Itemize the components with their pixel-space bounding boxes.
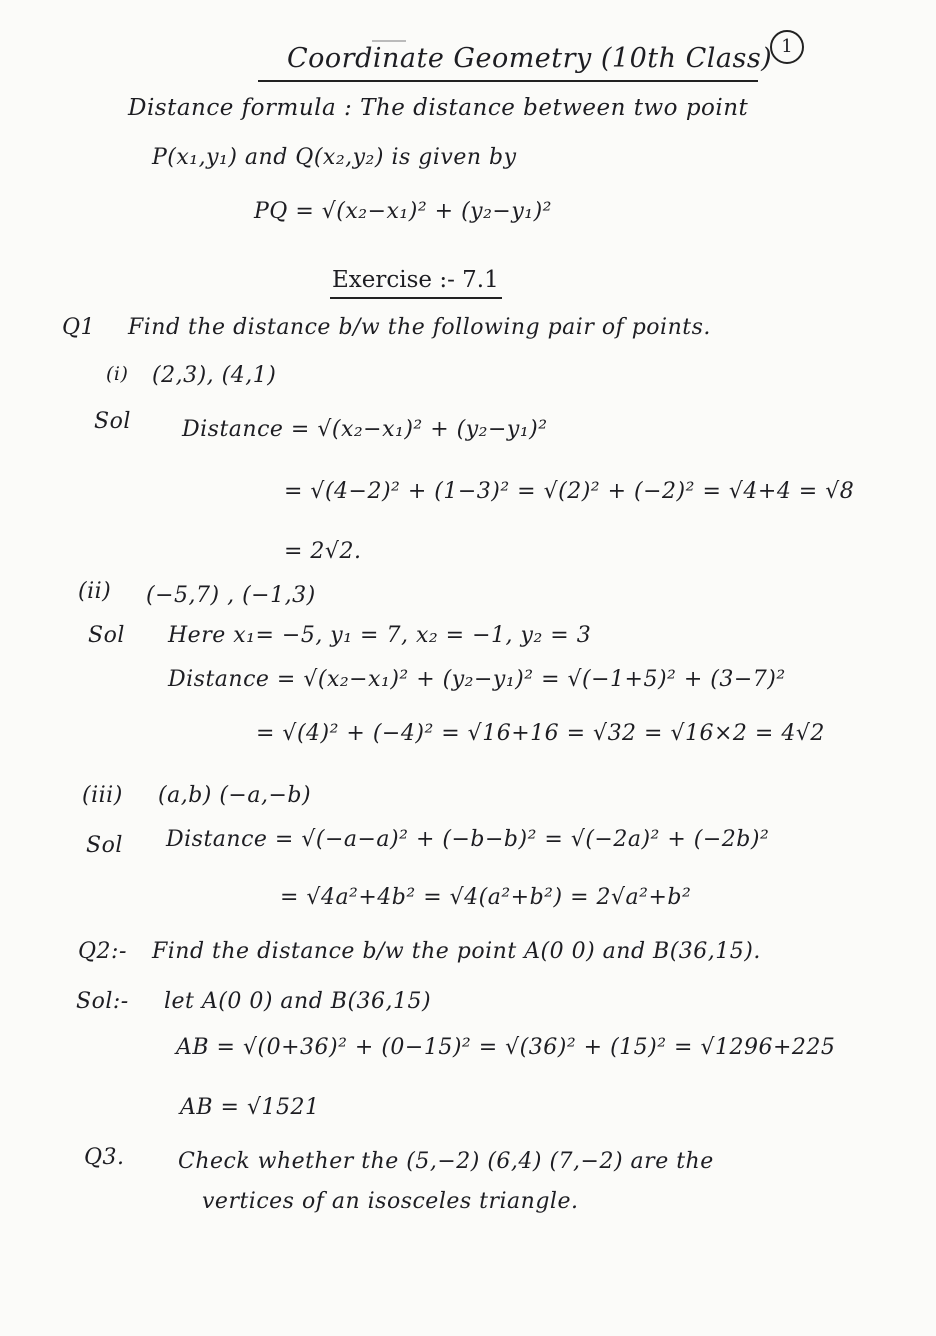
q1-part2-sol: Sol <box>88 623 125 648</box>
page-title: Coordinate Geometry (10th Class) <box>287 43 773 74</box>
distance-formula: PQ = √(x₂−x₁)² + (y₂−y₁)² <box>254 199 552 224</box>
page-number: 1 <box>770 30 804 64</box>
q1-part1-points: (2,3), (4,1) <box>152 363 277 388</box>
q3-text-line2: vertices of an isosceles triangle. <box>202 1189 579 1214</box>
q2-text: Find the distance b/w the point A(0 0) and B(36,15). <box>152 939 761 964</box>
q1-text: Find the distance b/w the following pair of points. <box>128 315 711 340</box>
q1-part1-sol: Sol <box>94 409 131 434</box>
q3-label: Q3. <box>84 1145 125 1170</box>
title-underline <box>258 80 758 82</box>
q1-part1-label: (i) <box>106 363 129 385</box>
q1-part3-sol: Sol <box>86 833 123 858</box>
exercise-heading: Exercise :- 7.1 <box>332 267 499 293</box>
q1-part1-line1: Distance = √(x₂−x₁)² + (y₂−y₁)² <box>182 417 548 442</box>
q2-line2: AB = √(0+36)² + (0−15)² = √(36)² + (15)² = √1296+225 <box>176 1035 836 1060</box>
q1-part1-line3: = 2√2. <box>284 539 362 564</box>
q1-part2-label: (ii) <box>78 579 112 604</box>
q1-label: Q1 <box>62 315 96 340</box>
q1-part2-line2: Distance = √(x₂−x₁)² + (y₂−y₁)² = √(−1+5)² + (3−7)² <box>168 667 786 692</box>
formula-points: P(x₁,y₁) and Q(x₂,y₂) is given by <box>152 145 517 170</box>
q1-part3-points: (a,b) (−a,−b) <box>158 783 312 808</box>
q2-line1: let A(0 0) and B(36,15) <box>164 989 432 1014</box>
q1-part1-line2: = √(4−2)² + (1−3)² = √(2)² + (−2)² = √4+4 = √8 <box>284 479 855 504</box>
q1-part3-label: (iii) <box>82 783 123 808</box>
q2-sol: Sol:- <box>76 989 129 1014</box>
formula-intro: Distance formula : The distance between two point <box>128 95 749 121</box>
q1-part3-line1: Distance = √(−a−a)² + (−b−b)² = √(−2a)² + (−2b)² <box>166 827 770 852</box>
q2-line3: AB = √1521 <box>180 1095 320 1120</box>
q3-text-line1: Check whether the (5,−2) (6,4) (7,−2) are the <box>178 1149 714 1174</box>
q1-part2-points: (−5,7) , (−1,3) <box>146 583 316 608</box>
q2-label: Q2:- <box>78 939 127 964</box>
q1-part3-line2: = √4a²+4b² = √4(a²+b²) = 2√a²+b² <box>280 885 692 910</box>
scan-mark <box>372 40 406 42</box>
exercise-underline <box>330 297 502 299</box>
q1-part2-line1: Here x₁= −5, y₁ = 7, x₂ = −1, y₂ = 3 <box>168 623 592 648</box>
q1-part2-line3: = √(4)² + (−4)² = √16+16 = √32 = √16×2 = 4√2 <box>256 721 825 746</box>
